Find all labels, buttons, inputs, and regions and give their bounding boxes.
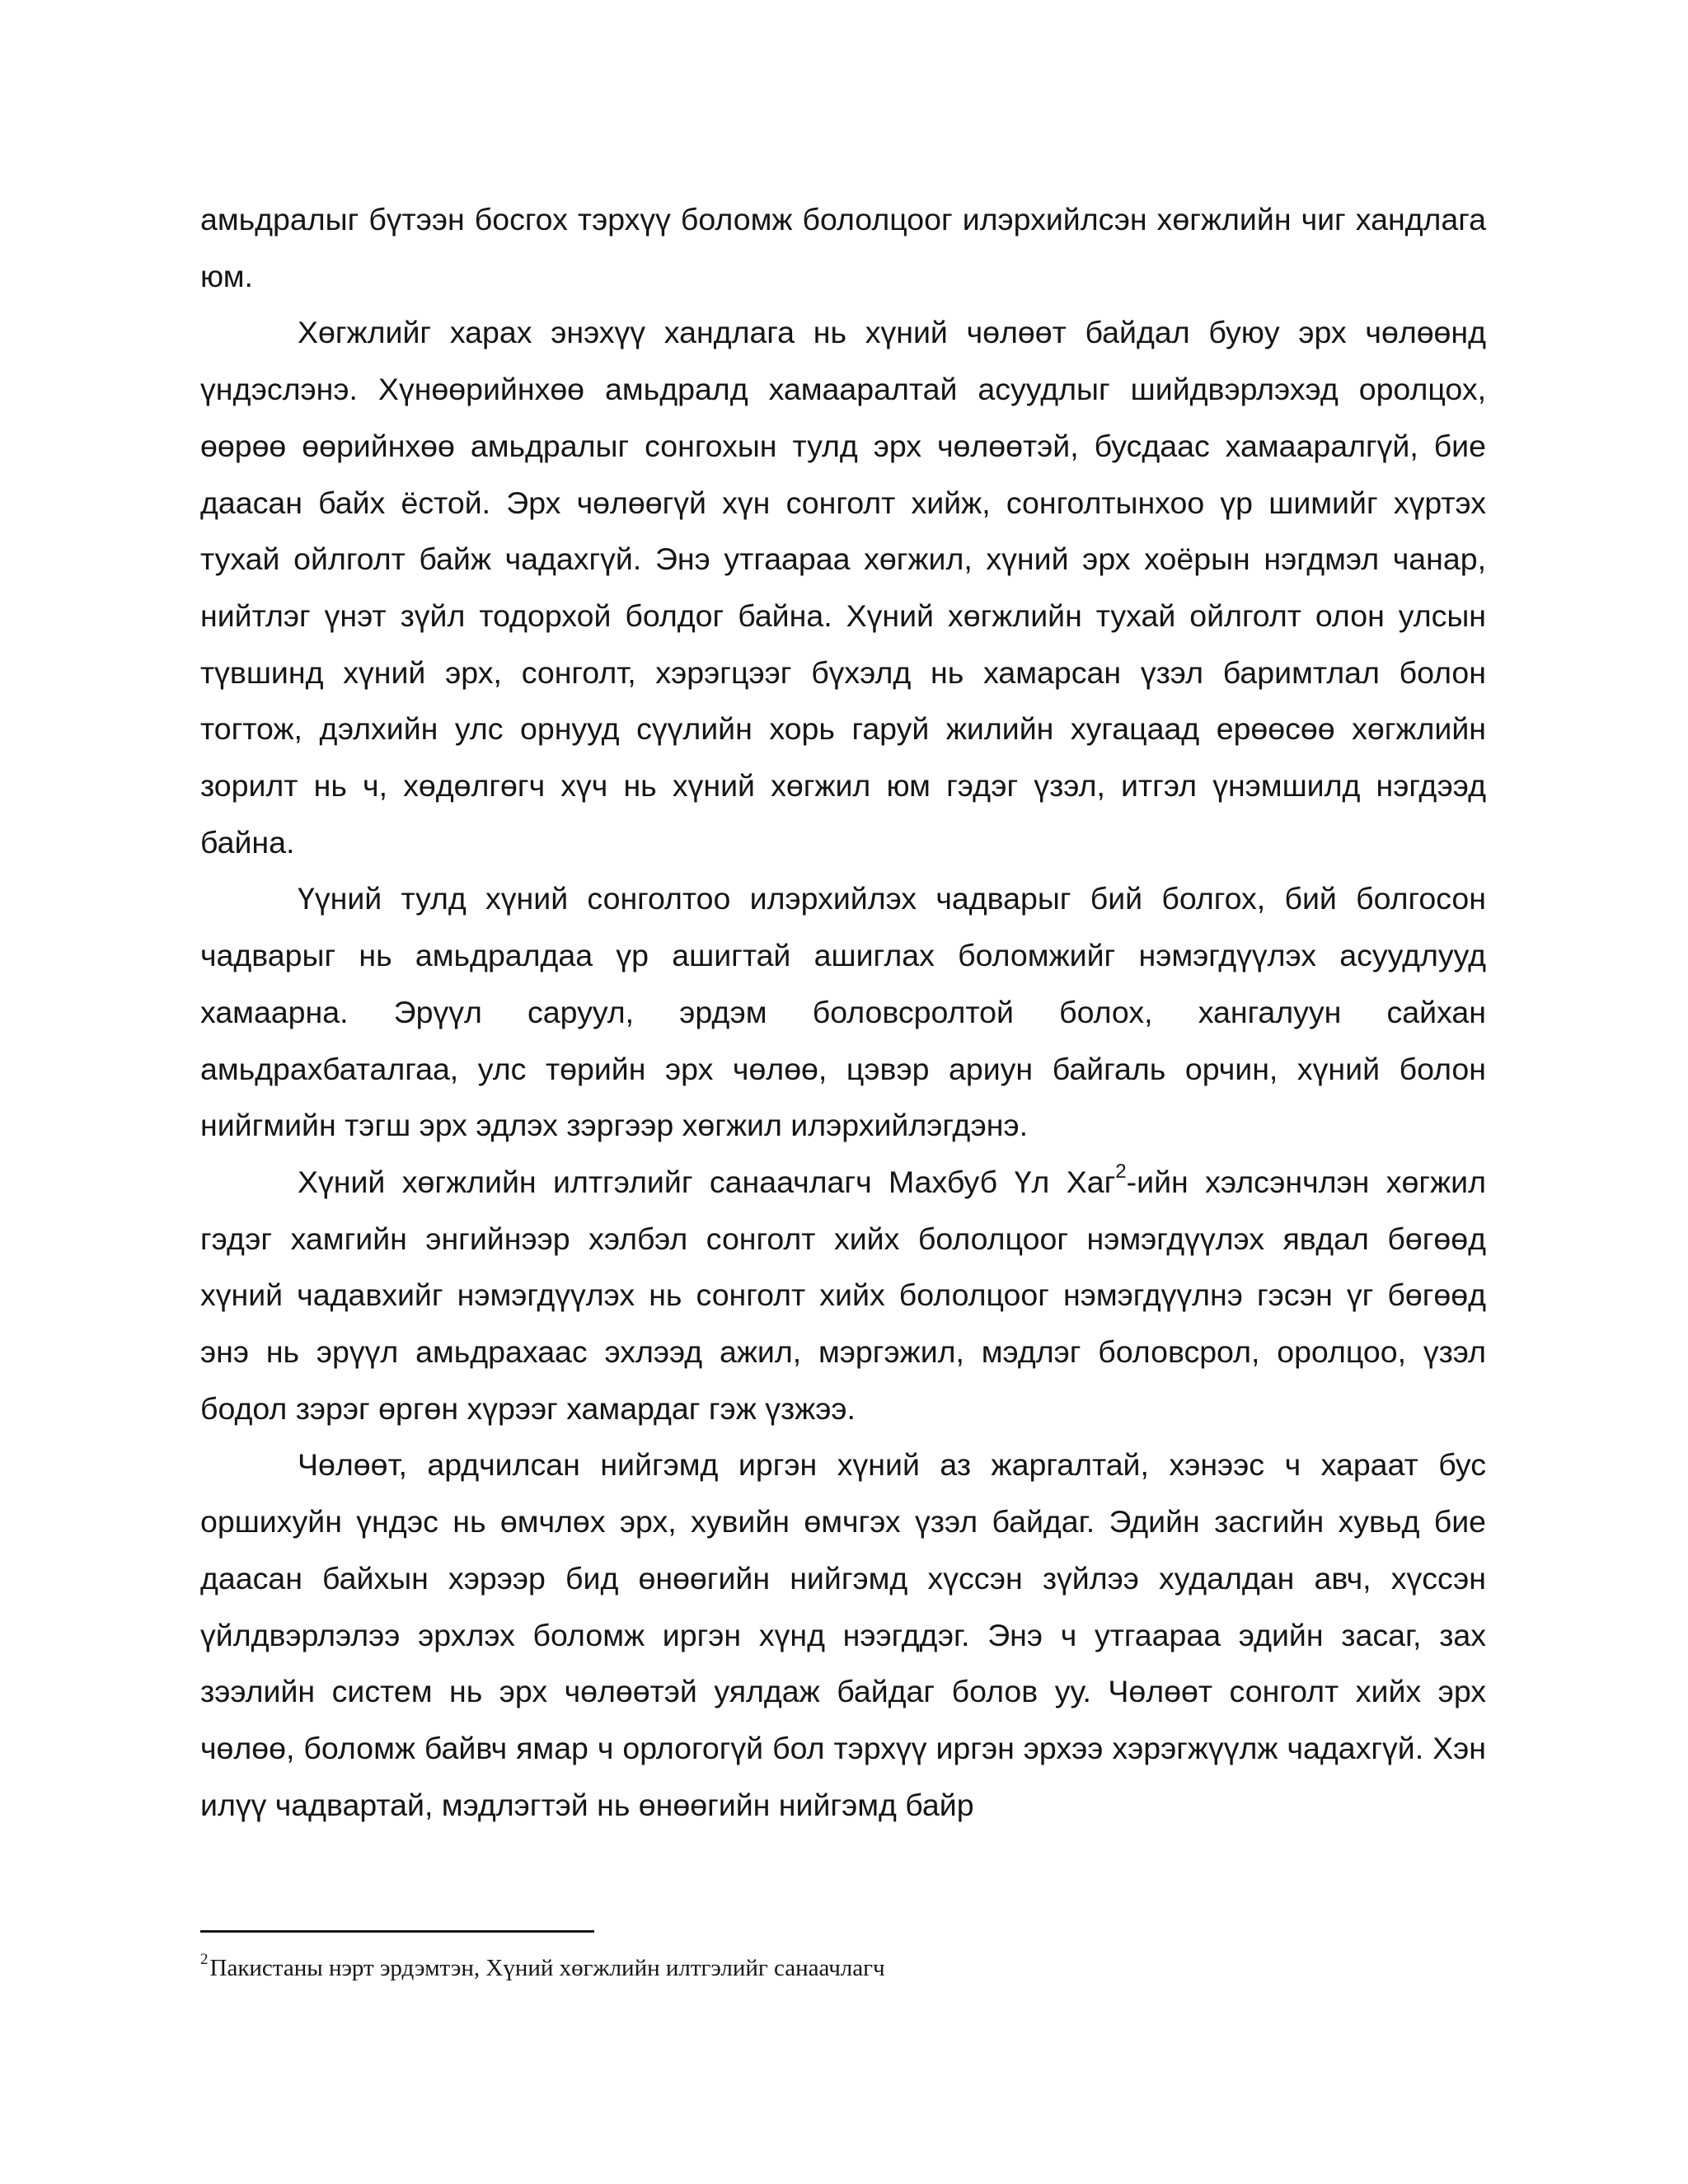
paragraph-1: амьдралыг бүтээн босгох тэрхүү боломж бололцоог илэрхийлсэн хөгжлийн чиг хандлага юм.	[200, 202, 1486, 293]
paragraph-4-text-after: -ийн хэлсэнчлэн хөгжил гэдэг хамгийн энгийнээр хэлбэл сонголт хийх бололцоог нэмэгдүүлэх явдал бөгөөд хүний чадавхийг нэмэгдүүлэх нь сонголт хийх бололцоог нэмэгдүүлнэ гэсэн үг бөгөөд энэ нь эрүүл амьдрахаас эхлээд ажил, мэргэжил, мэдлэг боловсрол, оролцоо, үзэл бодол зэрэг өргөн хүрээг хамардаг гэж үзжээ.	[200, 1164, 1486, 1426]
paragraph-3: Үүний тулд хүний сонголтоо илэрхийлэх чадварыг бий болгох, бий болгосон чадварыг нь амьдралдаа үр ашигтай ашиглах боломжийг нэмэгдүүлэх асуудлууд хамаарна. Эрүүл саруул, эрдэм боловсролтой болох, хангалуун сайхан амьдрахбаталгаа, улс төрийн эрх чөлөө, цэвэр ариун байгаль орчин, хүний болон нийгмийн тэгш эрх эдлэх зэргээр хөгжил илэрхийлэгдэнэ.	[200, 881, 1486, 1143]
paragraph-4	[200, 1154, 1486, 1437]
paragraph-5: Чөлөөт, ардчилсан нийгэмд иргэн хүний аз жаргалтай, хэнээс ч хараат бус оршихуйн үндэс нь өмчлөх эрх, хувийн өмчгэх үзэл байдаг. Эдийн засгийн хувьд бие даасан байхын хэрээр бид өнөөгийн нийгэмд хүссэн зүйлээ худалдан авч, хүссэн үйлдвэрлэлээ эрхлэх боломж иргэн хүнд нээгддэг. Энэ ч утгаараа эдийн засаг, зах зээлийн систем нь эрх чөлөөтэй уялдаж байдаг болов уу. Чөлөөт сонголт хийх эрх чөлөө, боломж байвч ямар ч орлогогүй бол тэрхүү иргэн эрхээ хэрэгжүүлж чадахгүй. Хэн илүү чадвартай, мэдлэгтэй нь өнөөгийн нийгэмд байр	[200, 1447, 1486, 1822]
footnote-reference: 2	[1115, 1160, 1127, 1183]
footnote-separator	[200, 1930, 594, 1933]
footnote-text: Пакистаны нэрт эрдэмтэн, Хүний хөгжлийн илтгэлийг санаачлагч	[209, 1955, 885, 1981]
footnote-number: 2	[200, 1951, 209, 1969]
footnote	[200, 1952, 1486, 1985]
paragraph-2: Хөгжлийг харах энэхүү хандлага нь хүний чөлөөт байдал буюу эрх чөлөөнд үндэслэнэ. Хүнөөрийнхөө амьдралд хамааралтай асуудлыг шийдвэрлэхэд оролцох, өөрөө өөрийнхөө амьдралыг сонгохын тулд эрх чөлөөтэй, бусдаас хамааралгүй, бие даасан байх ёстой. Эрх чөлөөгүй хүн сонголт хийж, сонголтынхоо үр шимийг хүртэх тухай ойлголт байж чадахгүй. Энэ утгаараа хөгжил, хүний эрх хоёрын нэгдмэл чанар, нийтлэг үнэт зүйл тодорхой болдог байна. Хүний хөгжлийн тухай ойлголт олон улсын түвшинд хүний эрх, сонголт, хэрэгцээг бүхэлд нь хамарсан үзэл баримтлал болон тогтож, дэлхийн улс орнууд сүүлийн хорь гаруй жилийн хугацаад ерөөсөө хөгжлийн зорилт нь ч, хөдөлгөгч хүч нь хүний хөгжил юм гэдэг үзэл, итгэл үнэмшилд нэгдээд байна.	[200, 315, 1486, 860]
body-text	[200, 191, 1486, 1833]
paragraph-4-text-before: Хүний хөгжлийн илтгэлийг санаачлагч Махбуб Үл Хаг	[298, 1164, 1116, 1199]
